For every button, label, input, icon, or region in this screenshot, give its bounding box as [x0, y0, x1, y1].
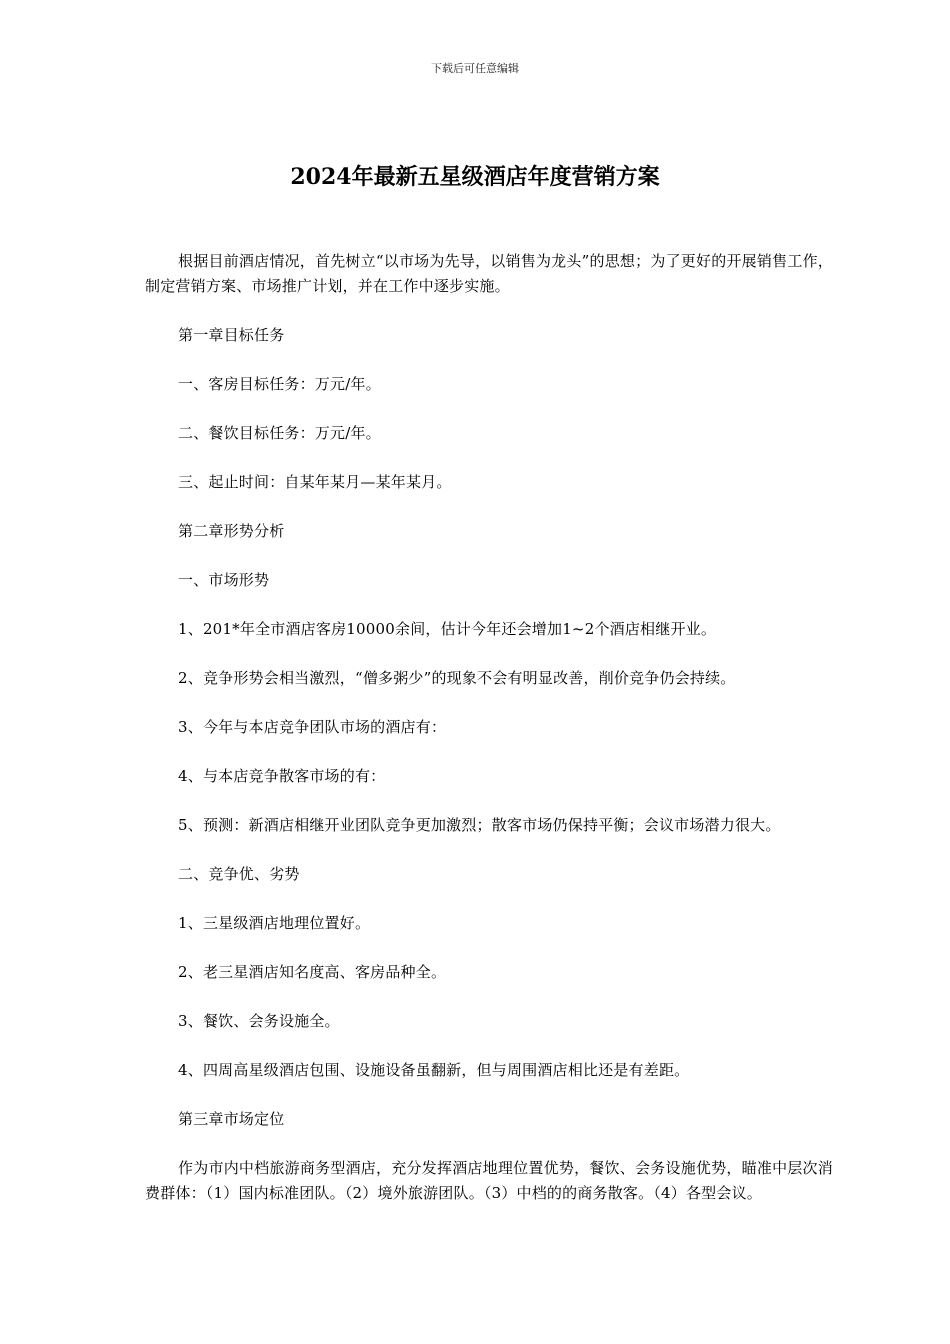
body-paragraph: 三、起止时间：自某年某月—某年某月。 [178, 473, 452, 491]
document-body [145, 249, 833, 1206]
section-heading: 二、竞争优、劣势 [178, 865, 300, 883]
body-paragraph: 2、竞争形势会相当激烈，“僧多粥少”的现象不会有明显改善，削价竞争仍会持续。 [178, 669, 736, 687]
body-paragraph: 作为市内中档旅游商务型酒店，充分发挥酒店地理位置优势，餐饮、会务设施优势，瞄准中层次消费群体：（1）国内标准团队。（2）境外旅游团队。（3）中档的的商务散客。（4）各型会议。 [145, 1159, 833, 1202]
body-paragraph: 二、餐饮目标任务：万元/年。 [178, 424, 381, 442]
chapter-heading: 第三章市场定位 [178, 1110, 285, 1128]
body-paragraph: 一、客房目标任务：万元/年。 [178, 375, 381, 393]
body-paragraph: 1、三星级酒店地理位置好。 [178, 914, 371, 932]
chapter-heading: 第二章形势分析 [178, 522, 285, 540]
body-paragraph: 1、201*年全市酒店客房10000余间，估计今年还会增加1~2个酒店相继开业。 [178, 620, 717, 638]
chapter-heading: 第一章目标任务 [178, 326, 285, 344]
body-paragraph: 2、老三星酒店知名度高、客房品种全。 [178, 963, 447, 981]
document-title: 2024年最新五星级酒店年度营销方案 [290, 164, 660, 190]
intro-paragraph: 根据目前酒店情况，首先树立“以市场为先导，以销售为龙头”的思想；为了更好的开展销售工作，制定营销方案、市场推广计划，并在工作中逐步实施。 [145, 252, 833, 295]
body-paragraph: 4、四周高星级酒店包围、设施设备虽翻新，但与周围酒店相比还是有差距。 [178, 1061, 690, 1079]
body-paragraph: 3、今年与本店竞争团队市场的酒店有： [178, 718, 447, 736]
section-heading: 一、市场形势 [178, 571, 270, 589]
body-paragraph: 3、餐饮、会务设施全。 [178, 1012, 340, 1030]
body-paragraph: 5、预测：新酒店相继开业团队竞争更加激烈；散客市场仍保持平衡；会议市场潜力很大。 [178, 816, 781, 834]
body-paragraph: 4、与本店竞争散客市场的有： [178, 767, 386, 785]
header-note: 下载后可任意编辑 [431, 62, 519, 75]
